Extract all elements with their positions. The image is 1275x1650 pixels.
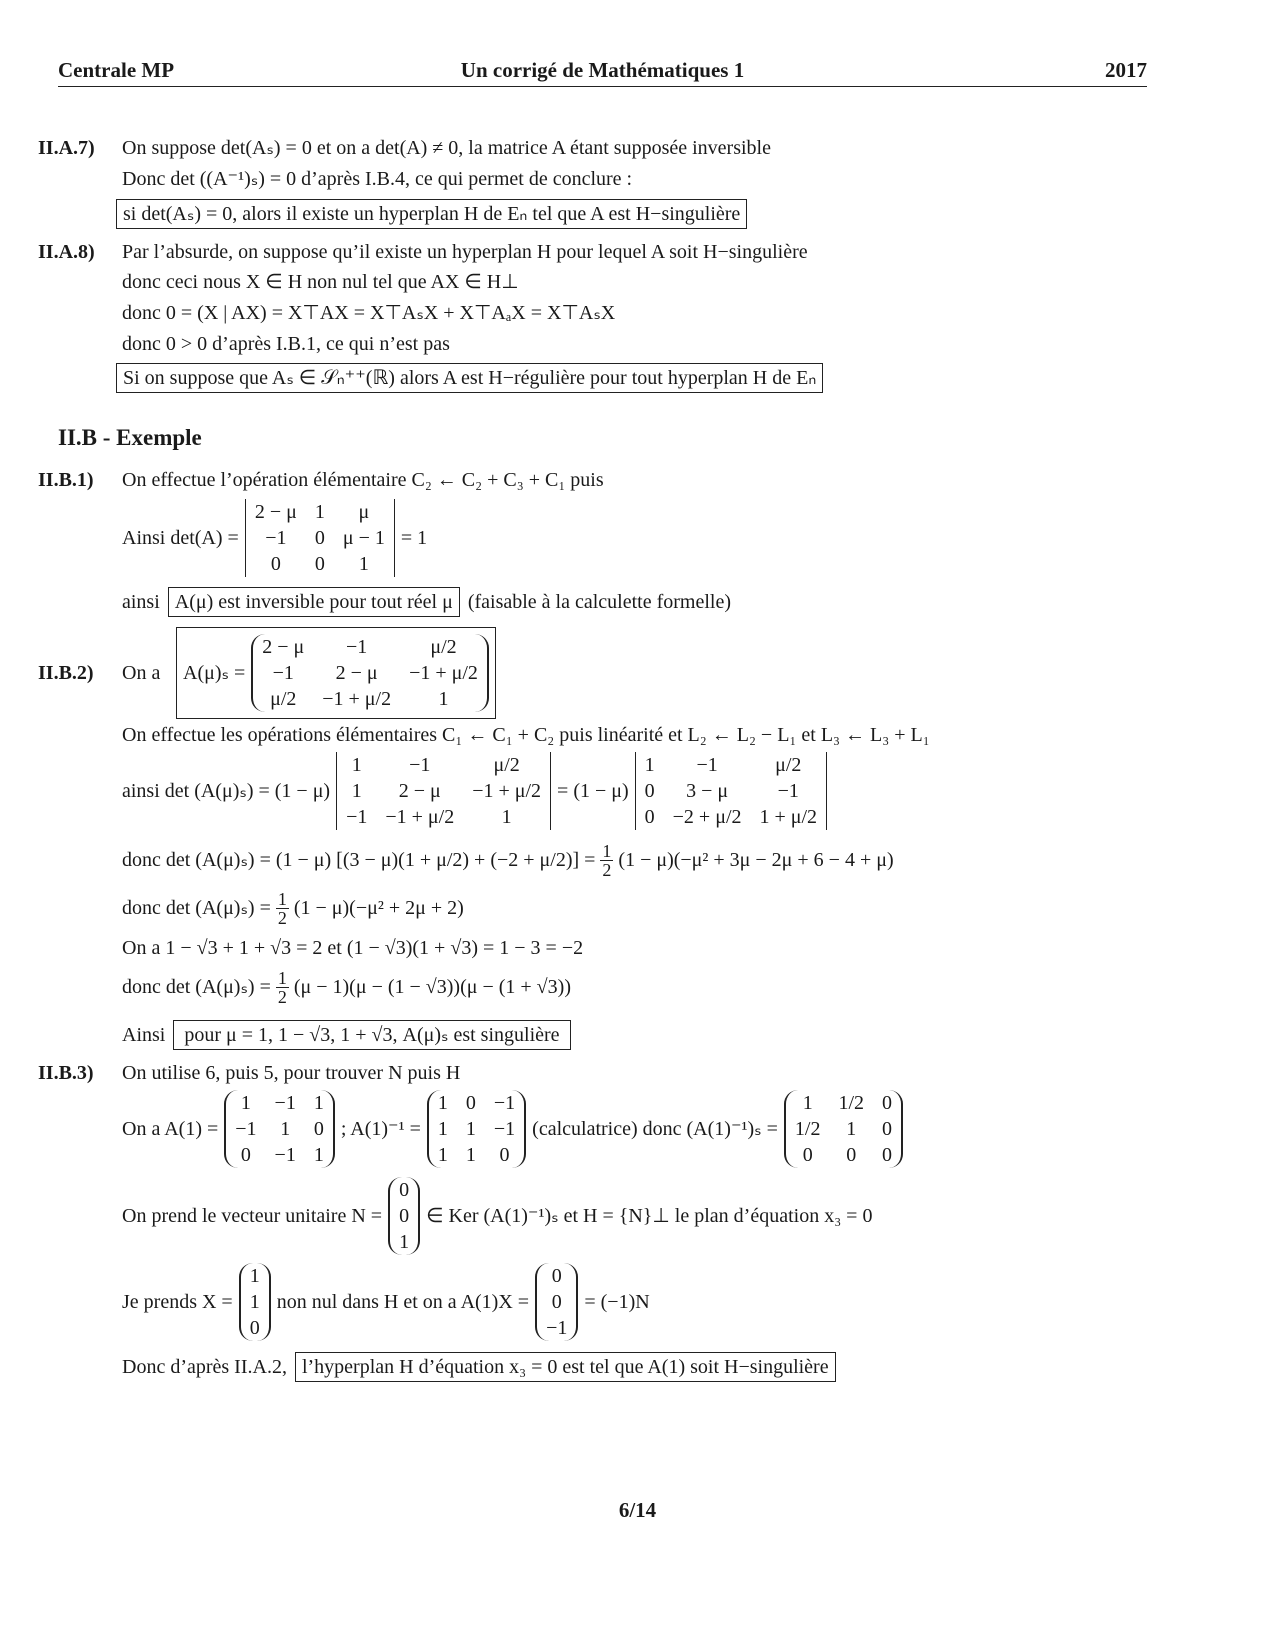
vector-X [239,1263,271,1341]
b3-l4a: Je prends X = [122,1291,233,1313]
matrix-Ams [251,634,489,712]
label-b3: II.B.3) [38,1062,94,1084]
matrix-cell: −1 + μ/2 [385,806,455,828]
b2-l6b: (μ − 1)(μ − (1 − √3))(μ − (1 + √3)) [293,976,571,998]
section-title-b: II.B - Exemple [58,425,202,450]
matrix-cell: 1 [438,688,449,710]
header-left: Centrale MP [58,58,175,82]
matrix-cell: 0 [499,1144,510,1166]
matrix-cell: −1 + μ/2 [409,662,478,684]
b1-result-box: A(μ) est inversible pour tout réel μ [168,587,460,617]
frac-half [276,890,289,927]
b3-line2 [122,1087,903,1171]
matrix-cell: 1 [802,1092,813,1114]
b2-det-line [122,749,827,833]
matrix-cell: 1 [437,1092,448,1114]
matrix-cell: μ/2 [270,688,297,710]
matrix-cell: −1 [346,806,368,828]
matrix-cell: 2 − μ [262,636,305,658]
label-a8: II.A.8) [38,241,95,263]
b2-ona: On a [122,662,161,684]
matrix-cell: 0 [644,806,655,828]
matrix-cell: 3 − μ [686,780,729,802]
matrix-cell: −1 [409,754,431,776]
matrix-cell: 1 [399,1231,410,1253]
matrix-cell: μ/2 [775,754,802,776]
matrix-cell: −1 [346,636,368,658]
a8-result-box: Si on suppose que Aₛ ∈ 𝒮ₙ⁺⁺(ℝ) alors A est H−régulière pour tout hyperplan H de Eₙ [116,363,823,393]
matrix-cell: 1 [358,553,369,575]
matrix-cell: 1 [846,1118,857,1140]
b1-conclusion [122,587,731,617]
matrix-cell: 1 [465,1144,476,1166]
matrix-cell: −1 + μ/2 [472,780,542,802]
b1-line1: On effectue l’opération élémentaire C₂ ← C₂ + C₃ + C₁ puis [122,469,604,491]
matrix-cell: −2 + μ/2 [672,806,742,828]
b2-conclusion [122,1020,571,1050]
matrix-cell: 1 [501,806,512,828]
b2-matrix-box [176,627,496,719]
b1-det-prefix: Ainsi det(A) = [122,527,239,549]
b3-l5: Donc d’après II.A.2, [122,1356,287,1378]
label-a7: II.A.7) [38,137,95,159]
matrix-cell: 1 [437,1144,448,1166]
a7-line2: Donc det ((A⁻¹)ₛ) = 0 d’après I.B.4, ce qui permet de conclure : [122,168,633,190]
b3-l4b: non nul dans H et on a A(1)X = [276,1291,530,1313]
matrix-cell: 1 [249,1265,260,1287]
b2-l3a: donc det (A(μ)ₛ) = (1 − μ) [(3 − μ)(1 + μ/2) + (−2 + μ/2)] = [122,849,596,871]
page-number: 6/14 [618,1498,657,1522]
matrix-cell: 0 [644,780,655,802]
matrix-cell: 0 [399,1179,410,1201]
b3-line1: On utilise 6, puis 5, pour trouver N puis H [122,1062,461,1084]
matrix-cell: 1 [351,780,362,802]
matrix-detA [245,499,395,577]
matrix-A1invs [784,1090,903,1168]
matrix-cell: 1 [313,1092,324,1114]
b2-l6a: donc det (A(μ)ₛ) = [122,976,271,998]
matrix-cell: −1 [493,1092,516,1114]
matrix-cell: 2 − μ [254,501,297,523]
b3-inv: ; A(1)⁻¹ = [340,1118,421,1140]
matrix-cell: 1 [465,1118,476,1140]
matrix-cell: μ [358,501,370,523]
matrix-cell: 0 [846,1144,857,1166]
label-b2: II.B.2) [38,662,94,684]
matrix-cell: 0 [882,1092,893,1114]
matrix-cell: 1 [644,754,655,776]
matrix-cell: 0 [313,1118,324,1140]
b1-ainsi: ainsi [122,591,160,613]
b3-l3b: ∈ Ker (A(1)⁻¹)ₛ et H = {N}⊥ le plan d’équation x₃ = 0 [426,1205,873,1227]
matrix-cell: −1 [493,1118,516,1140]
matrix-cell: −1 + μ/2 [322,688,392,710]
matrix-cell: μ/2 [430,636,457,658]
b2-ainsi: Ainsi [122,1024,166,1046]
a8-line2: donc ceci nous X ∈ H non nul tel que AX ∈ H⊥ [122,271,519,293]
matrix-cell: 0 [802,1144,813,1166]
matrix-A1inv [427,1090,526,1168]
a7-line1: On suppose det(Aₛ) = 0 et on a det(A) ≠ 0, la matrice A étant supposée inversible [122,137,771,159]
matrix-cell: 0 [465,1092,476,1114]
matrix-cell: 1 [249,1291,260,1313]
vector-AX [535,1263,578,1341]
matrix-cell: 0 [249,1317,260,1339]
frac-num: 1 [277,888,287,909]
a8-line4: donc 0 > 0 d’après I.B.1, ce qui n’est pas [122,333,450,355]
b3-l3a: On prend le vecteur unitaire N = [122,1205,383,1227]
b2-line3 [122,838,894,882]
matrix-cell: −1 [272,662,294,684]
matrix-cell: μ − 1 [342,527,385,549]
matrix-cell: 1/2 [838,1092,865,1114]
matrix-cell: 0 [882,1144,893,1166]
b3-result-box: l’hyperplan H d’équation x₃ = 0 est tel que A(1) soit H−singulière [295,1352,836,1382]
frac-den: 2 [602,859,612,880]
frac-half [276,969,289,1006]
b2-line4 [122,886,464,930]
matrix-cell: 0 [551,1265,562,1287]
page-header [58,56,1147,87]
matrix-A1 [224,1090,335,1168]
b2-line6 [122,965,571,1009]
frac-half [600,842,613,879]
a8-line1: Par l’absurde, on suppose qu’il existe un hyperplan H pour lequel A soit H−singulière [122,241,808,263]
matrix-cell: −1 [235,1118,257,1140]
b3-conclusion [122,1352,836,1382]
b1-det-line [122,498,427,578]
matrix-cell: 2 − μ [335,662,378,684]
matrix-cell: 1 [313,1144,324,1166]
matrix-cell: 2 − μ [398,780,441,802]
matrix-cell: 1 [240,1092,251,1114]
matrix-cell: 0 [314,553,325,575]
a8-line3: donc 0 = (X | AX) = X⊤AX = X⊤AₛX + X⊤AₐX = X⊤AₛX [122,302,616,324]
frac-den: 2 [277,907,287,928]
b2-l4b: (1 − μ)(−μ² + 2μ + 2) [293,897,464,919]
b3-ona: On a A(1) = [122,1118,219,1140]
frac-den: 2 [277,986,287,1007]
matrix-cell: −1 [274,1092,296,1114]
matrix-cell: 1 [437,1118,448,1140]
b1-det-suffix: = 1 [400,527,428,549]
b2-l4a: donc det (A(μ)ₛ) = [122,897,271,919]
b3-line4 [122,1260,650,1344]
matrix-cell: 1 [314,501,325,523]
frac-num: 1 [602,840,612,861]
matrix-cell: 1/2 [794,1118,821,1140]
b3-calc: (calculatrice) donc (A(1)⁻¹)ₛ = [532,1118,778,1140]
matrix-cell: 0 [882,1118,893,1140]
matrix-cell: 0 [240,1144,251,1166]
b2-box-prefix: A(μ)ₛ = [183,662,246,684]
matrix-cell: 1 [280,1118,291,1140]
matrix-det1 [336,752,551,830]
b1-after: (faisable à la calculette formelle) [467,591,732,613]
label-b1: II.B.1) [38,469,94,491]
matrix-cell: μ/2 [493,754,520,776]
header-right: 2017 [1105,58,1147,82]
matrix-cell: 0 [551,1291,562,1313]
b2-line5: On a 1 − √3 + 1 + √3 = 2 et (1 − √3)(1 + √3) = 1 − 3 = −2 [122,937,584,959]
matrix-cell: −1 [546,1317,568,1339]
matrix-cell: 0 [270,553,281,575]
b2-det-prefix: ainsi det (A(μ)ₛ) = (1 − μ) [122,780,331,802]
matrix-cell: −1 [274,1144,296,1166]
frac-num: 1 [277,967,287,988]
vector-N [388,1177,420,1255]
matrix-cell: 1 + μ/2 [759,806,818,828]
a7-result-box: si det(Aₛ) = 0, alors il existe un hyperplan H de Eₙ tel que A est H−singulière [116,199,747,229]
matrix-cell: 0 [399,1205,410,1227]
matrix-cell: 0 [314,527,325,549]
matrix-cell: 1 [351,754,362,776]
b3-l4c: = (−1)N [584,1291,650,1313]
matrix-det2 [635,752,827,830]
b2-line1: On effectue les opérations élémentaires C₁ ← C₁ + C₂ puis linéarité et L₂ ← L₂ − L₁ et L₃ ← L₃ + L₁ [122,724,930,746]
b2-det-mid: = (1 − μ) [557,780,629,802]
header-center: Un corrigé de Mathématiques 1 [460,58,745,82]
b3-line3 [122,1174,872,1258]
b2-result-box: pour μ = 1, 1 − √3, 1 + √3, A(μ)ₛ est singulière [173,1020,570,1050]
b2-l3b: (1 − μ)(−μ² + 3μ − 2μ + 6 − 4 + μ) [618,849,894,871]
matrix-cell: −1 [265,527,287,549]
matrix-cell: −1 [696,754,718,776]
matrix-cell: −1 [777,780,799,802]
